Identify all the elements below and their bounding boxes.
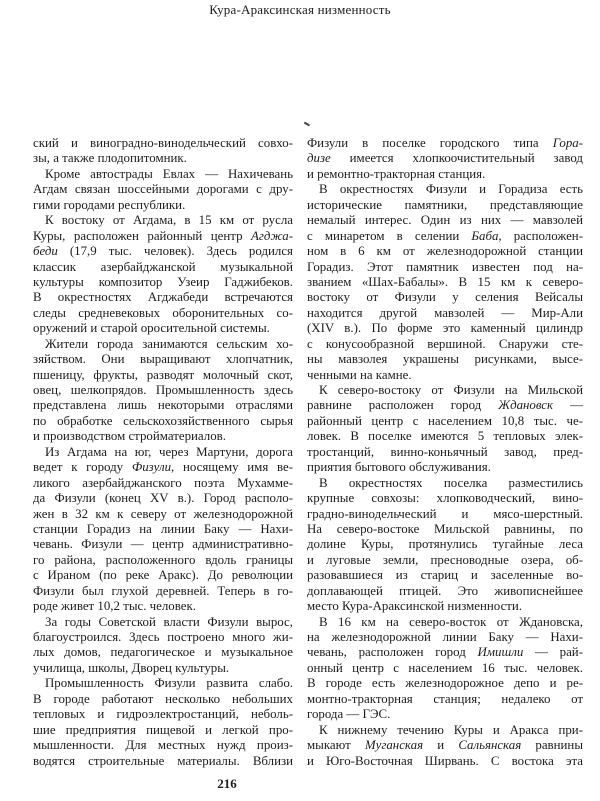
italic-place-name: дизе [307, 151, 331, 166]
text-run: водятся строительные материалы. Вблизи [33, 753, 293, 768]
italic-place-name: Имишли [477, 645, 524, 660]
text-run: ликого азербайджанского поэта Мухамме- [33, 475, 293, 490]
text-line [33, 414, 293, 429]
italic-place-name: Муганская [364, 738, 424, 753]
text-line [33, 167, 293, 182]
text-run: мышленности. Для местных нужд произ- [33, 738, 293, 753]
text-run: на железнодорожной линии Баку — Нахи- [307, 630, 583, 644]
text-run: (XIV в.). По форме это каменный цилиндр [307, 321, 583, 336]
text-line [307, 414, 583, 429]
text-line [33, 692, 293, 707]
italic-place-name: Баба [471, 228, 499, 243]
text-run: зяйством. Они выращивают хлопчатник, [33, 352, 293, 367]
text-run: ченными на камне. [307, 367, 412, 382]
text-run: исторические памятники, представляющие [307, 197, 583, 212]
text-line [33, 368, 293, 383]
text-line [33, 198, 293, 213]
text-line [33, 337, 293, 352]
paragraph [33, 337, 293, 445]
text-line [33, 522, 293, 537]
text-run: В городе работают несколько небольших [33, 691, 293, 706]
right-column [307, 136, 583, 769]
text-run: разовавшиеся из стариц и заселенные во- [307, 568, 583, 583]
text-run: место Кура-Араксинской низменности. [307, 599, 523, 614]
text-run: тепловых и гидроэлектростанций, неболь- [33, 707, 293, 722]
text-run: овец, шелкопрядов. Промышленность здесь [33, 383, 293, 397]
text-run: Жители города занимаются сельским хо- [45, 336, 293, 351]
text-line [33, 213, 293, 228]
text-run: следы средневековых оборонительных со- [33, 305, 293, 320]
text-run: и [423, 738, 459, 753]
paragraph [33, 445, 293, 615]
text-run: благоустроился. Здесь построено много жи- [33, 630, 293, 644]
text-line [307, 167, 583, 182]
text-line [33, 615, 293, 630]
text-line [307, 290, 583, 305]
text-line [307, 615, 583, 630]
text-line [33, 290, 293, 305]
text-run: градно-винодельческий и мясо-шерстный. [307, 506, 583, 521]
text-line [33, 661, 293, 676]
scan-mark [304, 122, 310, 126]
text-line [33, 136, 293, 151]
paragraph [33, 213, 293, 337]
text-run: города — ГЭС. [307, 707, 391, 722]
text-run: доплавающей птицей. Это живописнейшее [307, 583, 583, 598]
text-line [33, 676, 293, 691]
text-run: Кроме автострады Евлах — Нахичевань [45, 166, 293, 181]
text-line [33, 491, 293, 506]
italic-place-name: беди [33, 244, 58, 259]
text-line [33, 445, 293, 460]
text-run: мыкают [307, 738, 365, 753]
text-run: — рай- [523, 645, 583, 660]
text-line [33, 306, 293, 321]
text-line [307, 491, 583, 506]
italic-place-name: Сальянская [458, 738, 522, 753]
text-run: В городе есть железнодорожное депо и ре- [307, 676, 583, 691]
text-line [307, 692, 583, 707]
paragraph [33, 136, 293, 167]
left-column [33, 136, 293, 769]
italic-place-name: Физули [131, 460, 172, 475]
text-line [307, 445, 583, 460]
text-line [307, 260, 583, 275]
text-line [307, 244, 583, 259]
text-line [33, 229, 293, 244]
text-run: да Физули (конец XV в.). Город располо- [33, 491, 293, 506]
text-line [307, 522, 583, 537]
text-line [33, 723, 293, 738]
text-line [307, 383, 583, 398]
italic-place-name: Гора- [552, 136, 583, 150]
text-line [307, 213, 583, 228]
text-run: приятия бытового обслуживания. [307, 460, 491, 475]
text-line [307, 460, 583, 475]
text-run: В окрестностях поселка разместились [319, 475, 583, 490]
italic-place-name: Ждановск [498, 398, 554, 413]
text-run: Агдам связан шоссейными дорогами с дру- [33, 182, 293, 197]
text-line [307, 429, 583, 444]
text-line [33, 507, 293, 522]
text-line [33, 568, 293, 583]
paragraph [307, 476, 583, 615]
italic-place-name: Агджа- [251, 228, 293, 243]
text-run: Физули был глухой деревней. Теперь в го- [33, 583, 293, 598]
text-line [307, 754, 583, 769]
text-line [307, 306, 583, 321]
text-run: ны мавзолея украшены рисунками, высе- [307, 352, 583, 367]
text-run: тростанций, винно-коньячный завод, пред- [307, 444, 583, 459]
text-run: представлена лишь некоторыми отраслями [33, 398, 293, 413]
text-line [307, 321, 583, 336]
text-line [307, 198, 583, 213]
text-run: В окрестностях Физули и Горадиза есть [319, 182, 583, 197]
text-line [307, 599, 583, 614]
text-run: крупные совхозы: хлопководческий, вино- [307, 491, 583, 506]
text-run: культуры композитор Узеир Гаджибеков. [33, 274, 293, 289]
text-line [307, 368, 583, 383]
text-line [307, 738, 583, 753]
text-line [307, 568, 583, 583]
text-line [307, 645, 583, 660]
text-line [33, 429, 293, 444]
text-line [307, 352, 583, 367]
text-line [307, 584, 583, 599]
text-run: го района, расположенного вдоль границы [33, 552, 293, 567]
text-run: Из Агдама на юг, через Мартуни, дорога [45, 444, 293, 459]
text-run: Промышленность Физули развита слабо. [45, 676, 293, 691]
text-line [33, 275, 293, 290]
text-run: находится другой мавзолей — Мир-Али [307, 305, 583, 320]
text-run: На северо-востоке Мильской равнины, по [307, 521, 583, 536]
text-line [33, 182, 293, 197]
text-run: гими городами республики. [33, 197, 186, 212]
text-run: , носящему имя ве- [171, 460, 294, 475]
text-line [307, 707, 583, 722]
text-run: ский и виноградно-винодельческий совхо- [33, 136, 293, 150]
text-run: с конусообразной вершиной. Снаружи сте- [307, 336, 583, 351]
text-line [33, 398, 293, 413]
text-line [33, 244, 293, 259]
text-line [33, 151, 293, 166]
page-number: 216 [217, 776, 237, 791]
text-run: и Юго-Восточная Ширвань. С востока эта [307, 753, 583, 768]
text-run: и луговые земли, пресноводные озера, об- [307, 552, 583, 567]
text-line [307, 507, 583, 522]
text-run: и ремонтно-тракторная станция. [307, 166, 486, 181]
paragraph [33, 676, 293, 769]
text-run: пшеницу, фрукты, разводят молочный скот, [33, 367, 293, 382]
text-line [307, 136, 583, 151]
text-run: чевань. Физули — центр административно- [33, 537, 293, 552]
text-line [307, 229, 583, 244]
text-run: (17,9 тыс. человек). Здесь родился [57, 244, 293, 259]
text-line [33, 260, 293, 275]
text-line [33, 553, 293, 568]
text-run: , расположен- [498, 228, 584, 243]
text-line [33, 321, 293, 336]
text-line [33, 754, 293, 769]
text-run: ловек. В поселке имеются 5 тепловых элек- [307, 429, 583, 444]
text-run: немалый интерес. Один из них — мавзолей [307, 213, 583, 228]
text-line [307, 476, 583, 491]
text-run: ведет к городу [33, 460, 132, 475]
text-run: Горадиз. Этот памятник известен под на- [307, 259, 583, 274]
text-run: В 16 км на северо-восток от Ждановска, [319, 614, 583, 629]
paragraph [307, 182, 583, 383]
text-line [307, 182, 583, 197]
text-run: лых домов, педагогическое и музыкальное [33, 645, 293, 660]
paragraph [307, 723, 583, 769]
text-line [307, 661, 583, 676]
text-run: ном в 6 км от железнодорожной станции [307, 244, 583, 259]
text-run: жен в 32 км к северу от железнодорожной [33, 506, 293, 521]
text-line [307, 723, 583, 738]
text-run: станции Горадиз на линии Баку — Нахи- [33, 521, 293, 536]
text-line [33, 352, 293, 367]
text-run: зы, а также плодопитомник. [33, 151, 187, 166]
text-line [33, 383, 293, 398]
paragraph [307, 383, 583, 476]
text-run: училища, школы, Дворец культуры. [33, 660, 230, 675]
text-line [33, 630, 293, 645]
text-run: — [553, 398, 583, 413]
text-run: с Ираном (по реке Аракс). До революции [33, 568, 293, 583]
text-run: классик азербайджанской музыкальной [33, 259, 293, 274]
text-run: долине Куры, протянулись тугайные леса [307, 537, 583, 552]
text-line [33, 584, 293, 599]
text-line [307, 337, 583, 352]
text-line [33, 476, 293, 491]
text-run: К нижнему течению Куры и Аракса при- [319, 722, 583, 737]
text-run: званием «Шах-Бабалы». В 15 км к северо- [307, 274, 583, 289]
text-run: равнине расположен город [307, 398, 499, 413]
text-run: В окрестностях Агджабеди встречаются [33, 290, 293, 305]
text-line [33, 599, 293, 614]
paragraph [307, 136, 583, 182]
text-run: К востоку от Агдама, в 15 км от русла [45, 213, 293, 228]
text-line [33, 645, 293, 660]
text-line [33, 738, 293, 753]
text-run: монтно-тракторная станция; недалеко от [307, 691, 583, 706]
text-line [307, 398, 583, 413]
text-run: с минаретом в селении [307, 228, 472, 243]
text-line [307, 630, 583, 645]
text-line [307, 275, 583, 290]
text-run: и производством стройматериалов. [33, 429, 226, 444]
text-run: онный центр с населением 16 тыс. человек. [307, 660, 583, 675]
text-run: За годы Советской власти Физули вырос, [45, 614, 293, 629]
text-run: роде живет 10,2 тыс. человек. [33, 599, 196, 614]
text-run: по обработке сельскохозяйственного сырья [33, 413, 293, 428]
text-line [33, 707, 293, 722]
text-line [33, 537, 293, 552]
text-line [307, 537, 583, 552]
text-line [307, 553, 583, 568]
paragraph [33, 615, 293, 677]
text-line [307, 676, 583, 691]
text-line [307, 151, 583, 166]
text-line [33, 460, 293, 475]
text-run: имеется хлопкоочистительный завод [330, 151, 583, 166]
text-run: Физули в поселке городского типа [307, 136, 553, 150]
text-run: чевань, расположен город [307, 645, 478, 660]
paragraph [33, 167, 293, 213]
text-run: Куры, расположен районный центр [33, 228, 252, 243]
text-run: К северо-востоку от Физули на Мильской [319, 383, 583, 397]
running-header: Кура-Араксинская низменность [209, 2, 391, 17]
text-run: востоку от Физули у селения Вейсалы [307, 290, 583, 305]
text-run: районный центр с населением 10,8 тыс. че- [307, 413, 583, 428]
paragraph [307, 615, 583, 723]
text-run: шие предприятия пищевой и легкой про- [33, 722, 293, 737]
text-run: равнины [521, 738, 583, 753]
text-run: оружений и старой оросительной системы. [33, 321, 270, 336]
